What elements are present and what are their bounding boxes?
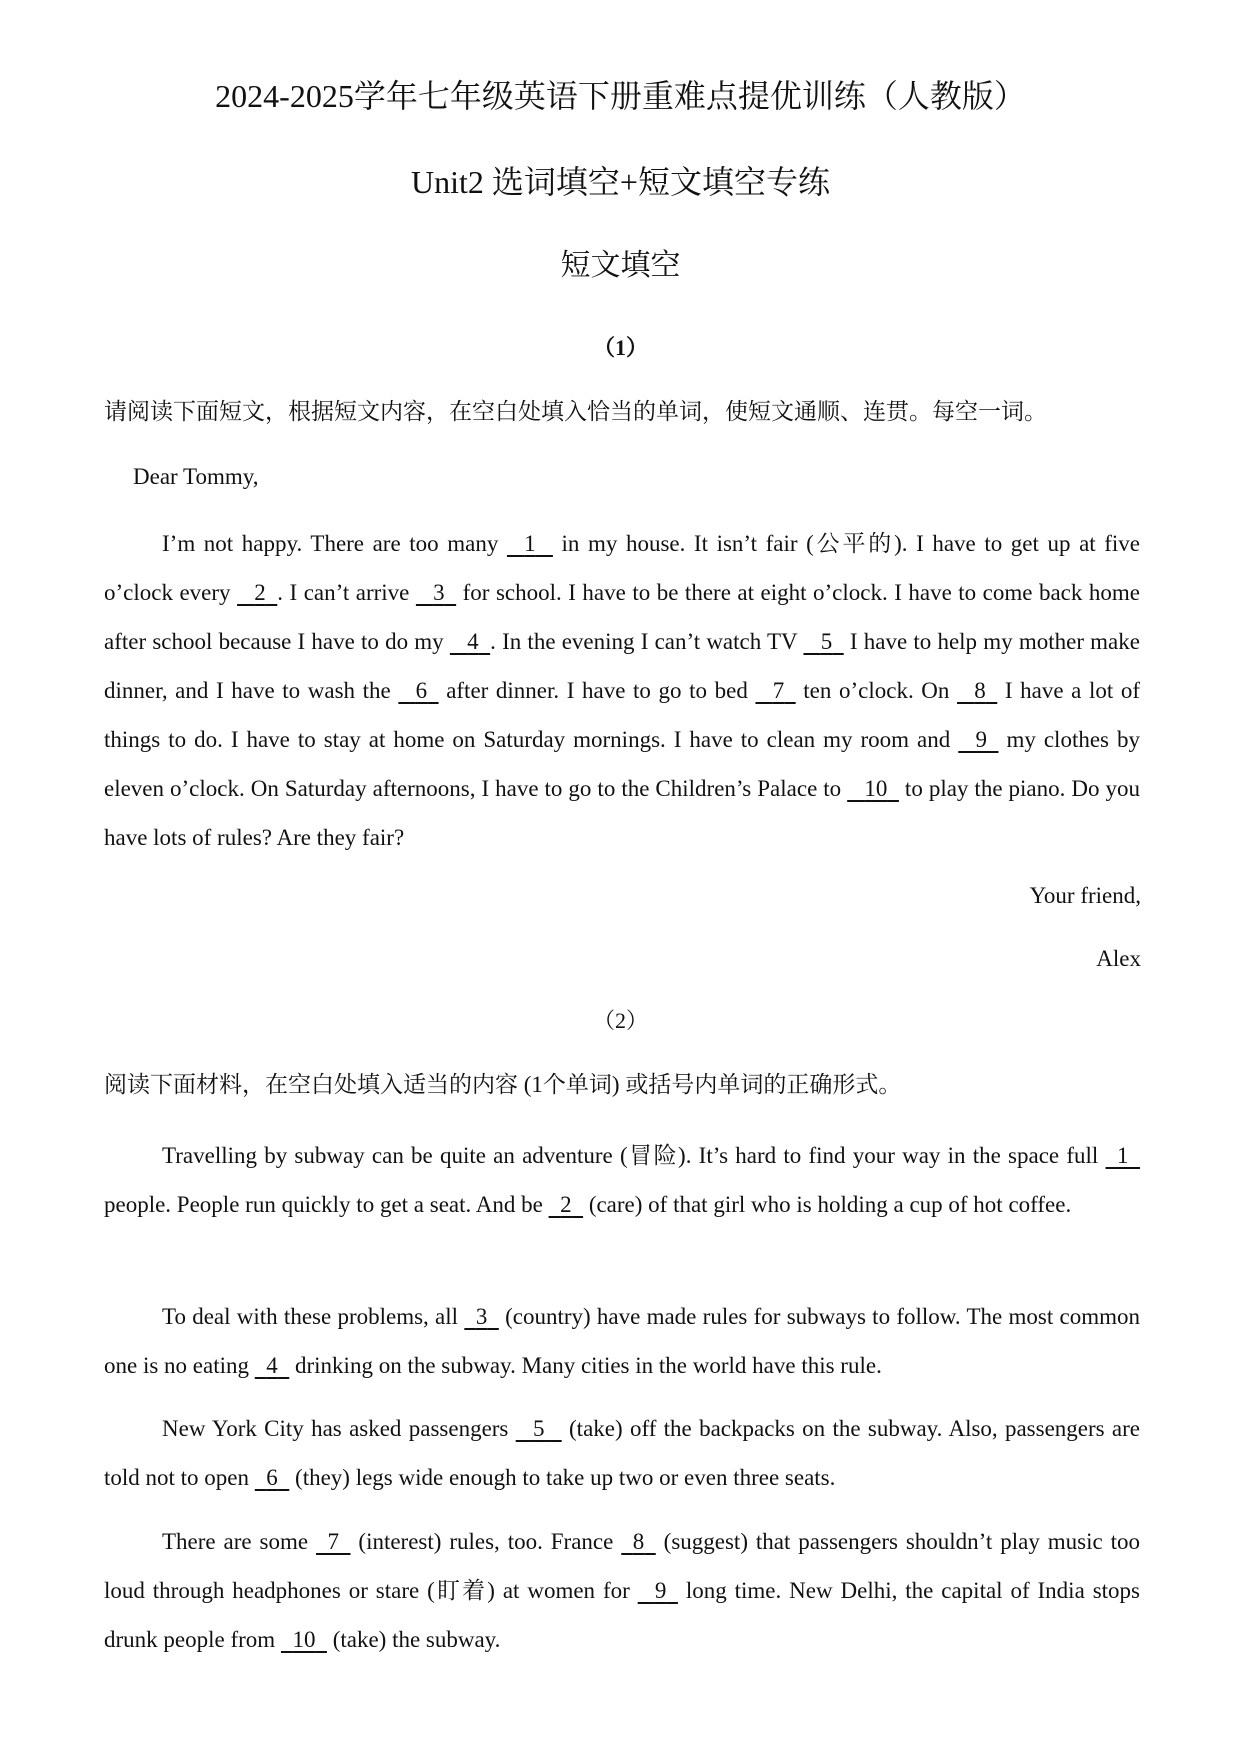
passage-text: (country) have made rules for subways to follow. The most common one is no eating — [104, 1304, 1140, 1378]
passage-2-number: （2） — [592, 1008, 648, 1033]
passage-1-body — [104, 519, 1140, 862]
passage-2-paragraph-2 — [104, 1292, 1140, 1390]
passage-text: There are some — [162, 1529, 316, 1554]
passage-text: my clothes by eleven o’clock. On Saturday afternoons, I have to go to the Children’s Palace to — [104, 727, 1140, 801]
answer-blank: 1 — [524, 531, 536, 556]
letter-signature: Alex — [1096, 946, 1141, 971]
passage-text: I have a lot of things to do. I have to stay at home on Saturday mornings. I have to clean my room and — [104, 678, 1140, 752]
answer-blank: 6 — [266, 1465, 278, 1490]
answer-blank: 3 — [475, 1304, 488, 1329]
passage-1-number: （1） — [592, 335, 648, 360]
document-title: 2024-2025学年七年级英语下册重难点提优训练（人教版） — [215, 78, 1026, 114]
passage-1-instruction: 请阅读下面短文，根据短文内容，在空白处填入恰当的单词，使短文通顺、连贯。每空一词。 — [104, 399, 1047, 424]
answer-blank: 2 — [254, 580, 266, 605]
answer-blank: 5 — [820, 629, 833, 654]
answer-blank: 9 — [654, 1578, 667, 1603]
answer-blank: 5 — [532, 1416, 545, 1441]
passage-text: in my house. It isn’t fair (公平的). I have to get up at five o’clock every — [104, 531, 1141, 605]
document-subtitle: Unit2 选词填空+短文填空专练 — [411, 164, 830, 200]
passage-text: after dinner. I have to go to bed — [438, 678, 756, 703]
passage-text: (take) off the backpacks on the subway. Also, passengers are told not to open — [104, 1416, 1140, 1490]
answer-blank: 10 — [292, 1627, 316, 1652]
passage-text: (they) legs wide enough to take up two or even three seats. — [289, 1465, 836, 1490]
answer-blank: 7 — [327, 1529, 339, 1554]
answer-blank: 8 — [974, 678, 986, 703]
passage-text: for school. I have to be there at eight o’clock. I have to come back home after school because I have to do my — [104, 580, 1140, 654]
passage-text: . I can’t arrive — [277, 580, 416, 605]
passage-text: I have to help my mother make dinner, and I have to wash the — [104, 629, 1140, 703]
passage-text: (take) the subway. — [326, 1627, 501, 1652]
answer-blank: 6 — [415, 678, 428, 703]
passage-text: . In the evening I can’t watch TV — [490, 629, 804, 654]
answer-blank: 10 — [864, 776, 888, 801]
passage-text: ten o’clock. On — [795, 678, 958, 703]
answer-blank: 4 — [266, 1353, 278, 1378]
passage-2-instruction: 阅读下面材料，在空白处填入适当的内容 (1个单词) 或括号内单词的正确形式。 — [104, 1072, 902, 1097]
passage-text: (suggest) that passengers shouldn’t play music too loud through headphones or stare (盯着) at women for — [104, 1529, 1140, 1603]
passage-text: (interest) rules, too. France — [350, 1529, 622, 1554]
answer-blank: 9 — [975, 727, 987, 752]
answer-blank: 1 — [1117, 1143, 1129, 1168]
letter-greeting: Dear Tommy, — [133, 464, 259, 489]
letter-closing: Your friend, — [1029, 883, 1141, 908]
passage-text: Travelling by subway can be quite an adventure (冒险). It’s hard to find your way in the space full — [162, 1143, 1106, 1168]
passage-text: long time. New Delhi, the capital of India stops drunk people from — [104, 1578, 1140, 1652]
passage-text: To deal with these problems, all — [162, 1304, 465, 1329]
answer-blank: 2 — [560, 1192, 572, 1217]
answer-blank: 7 — [772, 678, 785, 703]
passage-text: New York City has asked passengers — [162, 1416, 516, 1441]
answer-blank: 8 — [632, 1529, 645, 1554]
passage-2-paragraph-4 — [104, 1517, 1140, 1664]
passage-text: I’m not happy. There are too many — [162, 531, 507, 556]
passage-text: people. People run quickly to get a seat. And be — [104, 1192, 549, 1217]
answer-blank: 4 — [467, 629, 479, 654]
passage-text: to play the piano. Do you have lots of rules? Are they fair? — [104, 776, 1140, 850]
passage-2-paragraph-3 — [104, 1404, 1140, 1502]
passage-2-paragraph-1 — [104, 1131, 1140, 1229]
section-heading: 短文填空 — [560, 249, 681, 282]
answer-blank: 3 — [433, 580, 445, 605]
passage-text: (care) of that girl who is holding a cup of hot coffee. — [583, 1192, 1072, 1217]
passage-text: drinking on the subway. Many cities in the world have this rule. — [289, 1353, 882, 1378]
